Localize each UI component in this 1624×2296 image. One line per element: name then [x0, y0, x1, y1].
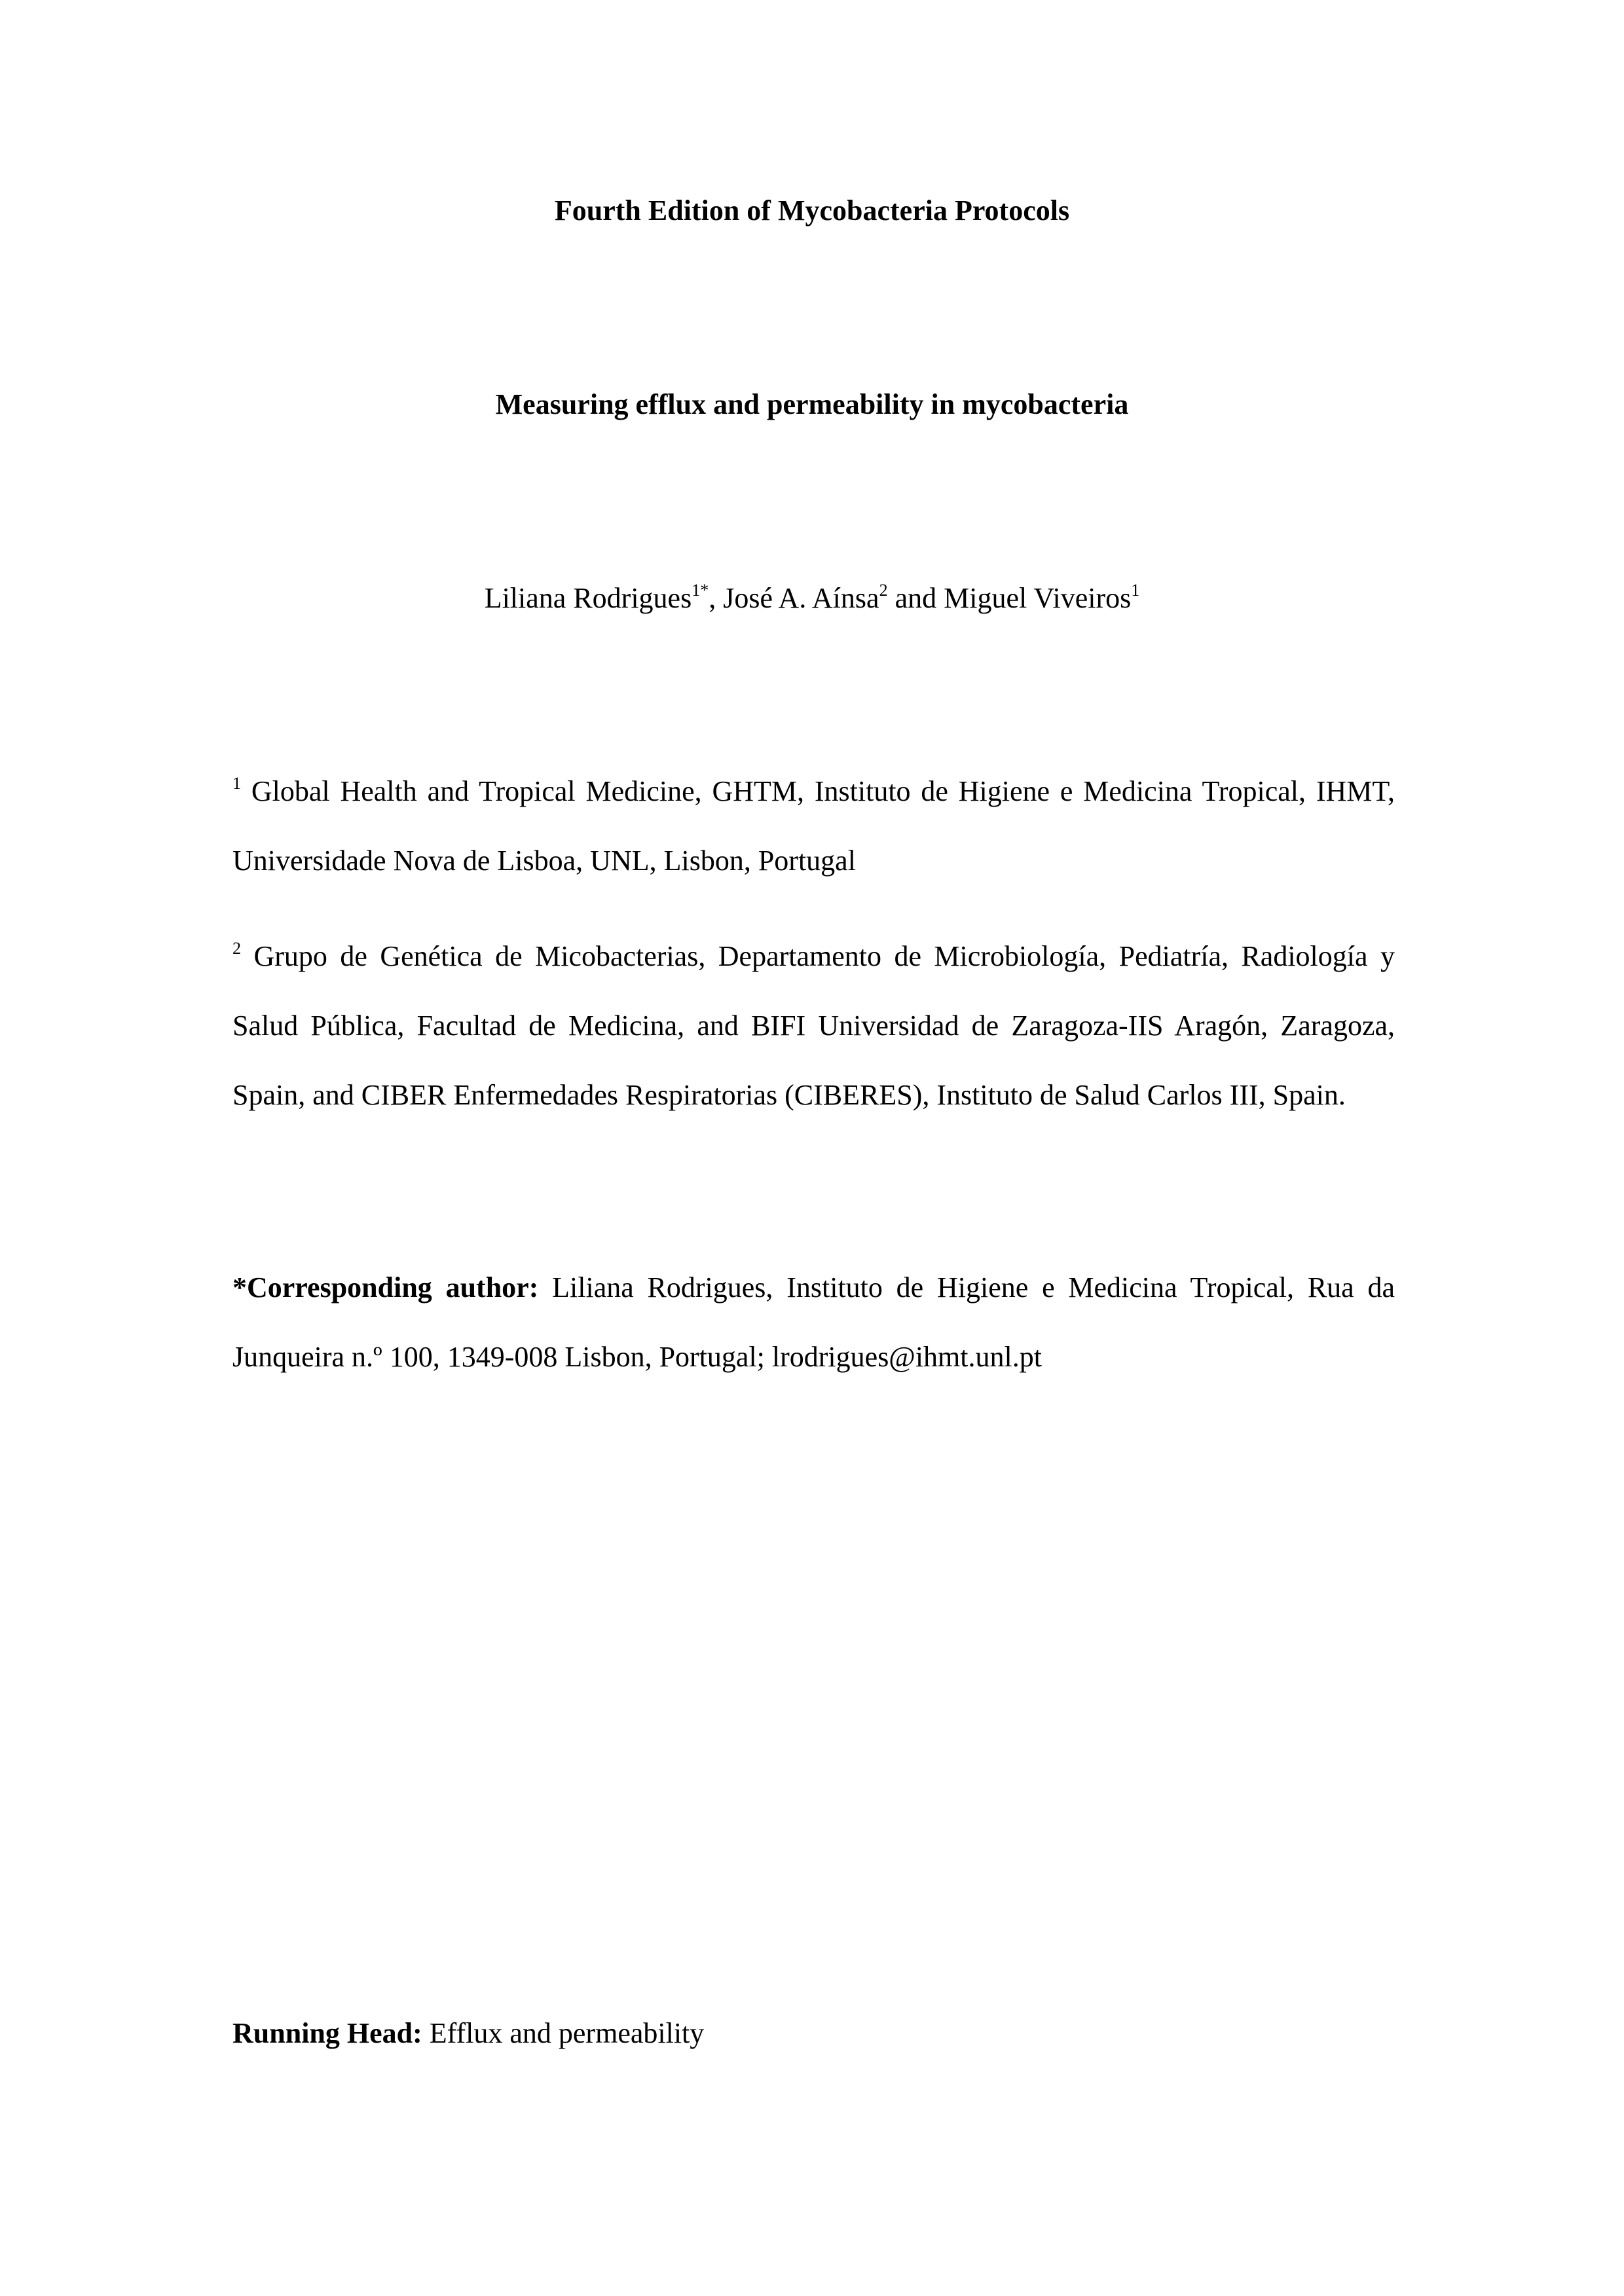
corresponding-line [232, 1253, 1395, 1322]
affiliation-line: Spain, and CIBER Enfermedades Respiratorias (CIBERES), Instituto de Salud Carlos III, Spain. [232, 1079, 1346, 1111]
corresponding-label: *Corresponding author: [232, 1271, 539, 1303]
author-name: Miguel Viveiros [944, 582, 1132, 614]
corresponding-author [232, 1253, 1395, 1392]
affiliation-line: Universidade Nova de Lisboa, UNL, Lisbon, Portugal [232, 845, 856, 877]
corresponding-line: Junqueira n.º 100, 1349-008 Lisbon, Portugal; lrodrigues@ihmt.unl.pt [232, 1341, 1042, 1373]
affiliation-1 [232, 757, 1395, 896]
running-head [232, 2016, 704, 2050]
series-title: Fourth Edition of Mycobacteria Protocols [554, 194, 1070, 227]
corresponding-text: Liliana Rodrigues, Instituto de Higiene e Medicina Tropical, Rua da [538, 1271, 1395, 1303]
affiliation-text: Grupo de Genética de Micobacterias, Departamento de Microbiología, Pediatría, Radiología y [241, 940, 1395, 972]
author-affiliation-mark: 1* [692, 581, 709, 600]
author-affiliation-mark: 2 [879, 581, 888, 600]
affiliation-text: Global Health and Tropical Medicine, GHTM, Instituto de Higiene e Medicina Tropical, IHMT, [241, 775, 1395, 807]
affiliation-2 [232, 922, 1395, 1130]
author-separator: , [709, 582, 724, 614]
affiliation-line [232, 757, 1395, 826]
author-affiliation-mark: 1 [1131, 581, 1140, 600]
chapter-title: Measuring efflux and permeability in mycobacteria [495, 388, 1129, 420]
author-separator: and [887, 582, 944, 614]
author-list [0, 581, 1624, 615]
running-head-value: Efflux and permeability [422, 2017, 705, 2049]
affiliation-number: 2 [232, 939, 241, 958]
affiliation-line: Salud Pública, Facultad de Medicina, and BIFI Universidad de Zaragoza-IIS Aragón, Zaragoza, [232, 1010, 1395, 1042]
affiliation-line [232, 922, 1395, 991]
running-head-label: Running Head: [232, 2017, 422, 2049]
author-name: José A. Aínsa [723, 582, 879, 614]
affiliation-number: 1 [232, 774, 241, 793]
author-name: Liliana Rodrigues [484, 582, 692, 614]
